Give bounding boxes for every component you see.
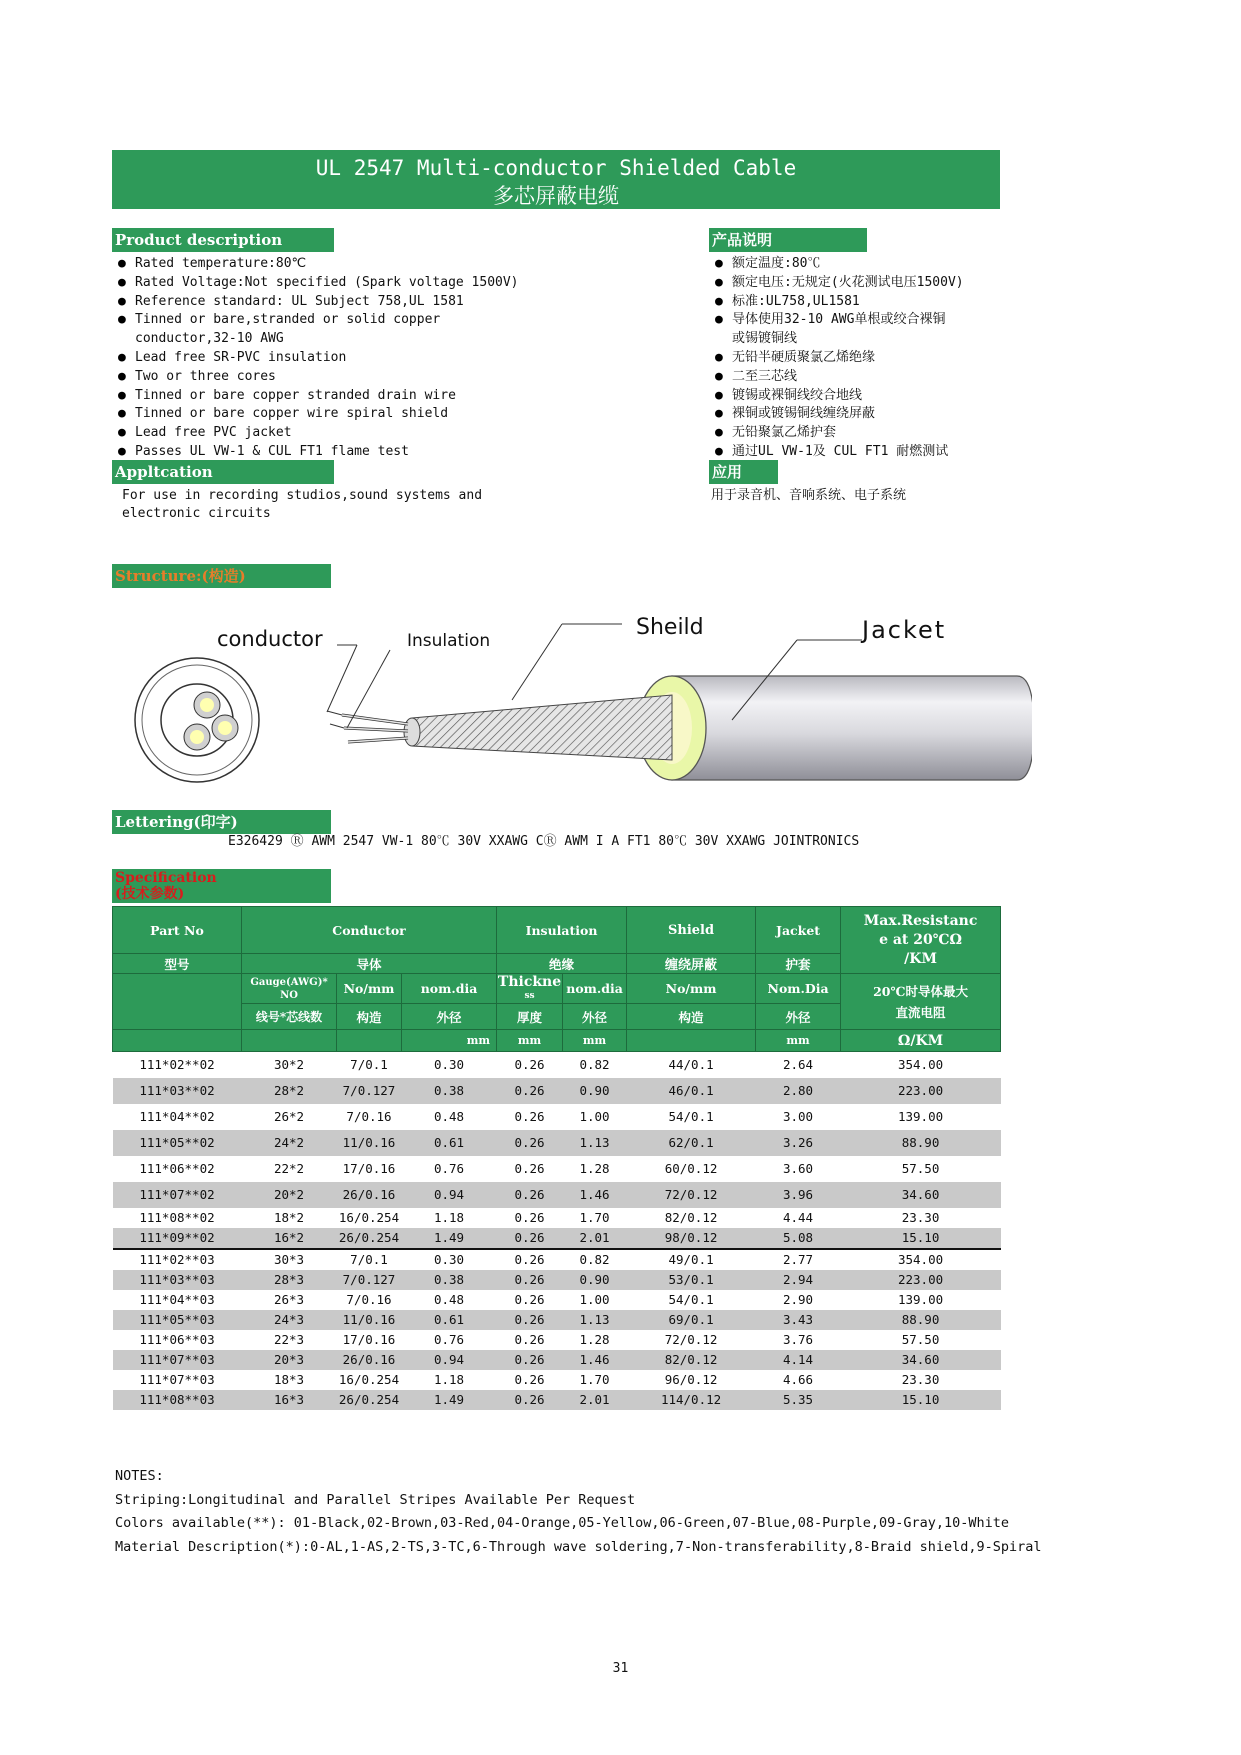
desc-item: ● Rated Voltage:Not specified (Spark voltage 1500V)	[114, 274, 519, 293]
title-en: UL 2547 Multi-conductor Shielded Cable	[315, 156, 797, 180]
cell-insulation-thickness: 0.26	[497, 1310, 563, 1330]
header-nom-dia-cn: 外径	[402, 1004, 497, 1030]
cell-conductor-no-mm: 17/0.16	[342, 1161, 396, 1176]
header-resistance-cn-line: 20℃时导体最大	[873, 983, 968, 999]
cell-part-no: 111*04**03	[139, 1292, 215, 1307]
cell-jacket-nom-dia: 3.26	[756, 1130, 841, 1156]
structure-heading: Structure:(构造)	[112, 564, 331, 588]
cell-insulation-nom-dia: 1.00	[579, 1292, 610, 1307]
desc-cn-item: ● 标准:UL758,UL1581	[711, 293, 964, 312]
cell-max-resistance: 223.00	[841, 1078, 1001, 1104]
desc-cn-item: ● 额定温度:80℃	[711, 255, 964, 274]
cell-max-resistance: 23.30	[901, 1210, 940, 1225]
desc-item: ● Lead free PVC jacket	[114, 424, 519, 443]
cell-conductor-no-mm: 16/0.254	[338, 1210, 400, 1225]
header-ins-nom-dia-cn: 外径	[563, 1004, 627, 1030]
cell-conductor-nom-dia: 1.49	[402, 1228, 497, 1249]
header-no-mm-cn: 构造	[337, 1004, 402, 1030]
cell-insulation-thickness: 0.26	[497, 1078, 563, 1104]
cell-shield-no-mm: 54/0.1	[668, 1292, 714, 1307]
cell-shield-no-mm: 98/0.12	[627, 1228, 756, 1249]
cell-conductor-nom-dia: 0.61	[402, 1310, 497, 1330]
desc-cn-item: ● 额定电压:无规定(火花测试电压1500V)	[711, 274, 964, 293]
cell-jacket-nom-dia: 2.94	[756, 1270, 841, 1290]
cell-gauge: 16*2	[242, 1228, 337, 1249]
cell-max-resistance: 57.50	[901, 1332, 940, 1347]
table-row	[113, 1370, 1001, 1390]
header-no-mm: No/mm	[337, 974, 402, 1004]
cell-part-no: 111*07**02	[113, 1182, 242, 1208]
cell-conductor-no-mm: 7/0.16	[346, 1292, 392, 1307]
desc-cn-item: ● 镀锡或裸铜线绞合地线	[711, 387, 964, 406]
table-row	[113, 1104, 1001, 1130]
header-resistance-cn	[841, 974, 1001, 1030]
cell-insulation-nom-dia: 1.13	[563, 1310, 627, 1330]
header-gauge-line: NO	[280, 989, 298, 1001]
product-description-cn-list	[711, 255, 964, 462]
title-cn: 多芯屏蔽电缆	[493, 184, 619, 208]
cell-shield-no-mm: 62/0.1	[627, 1130, 756, 1156]
header-unit-mm: mm	[563, 1030, 627, 1052]
cell-gauge: 22*2	[273, 1161, 305, 1176]
cell-part-no: 111*08**02	[139, 1210, 215, 1225]
cell-shield-no-mm: 46/0.1	[627, 1078, 756, 1104]
header-jacket: Jacket	[756, 907, 841, 954]
cell-jacket-nom-dia: 3.00	[782, 1109, 814, 1124]
table-row	[113, 1052, 1001, 1078]
cell-insulation-nom-dia: 1.13	[563, 1130, 627, 1156]
cell-part-no: 111*03**03	[113, 1270, 242, 1290]
cell-gauge: 22*3	[273, 1332, 305, 1347]
cell-max-resistance: 223.00	[841, 1270, 1001, 1290]
cell-conductor-no-mm: 17/0.16	[342, 1332, 396, 1347]
application-cn-heading: 应用	[709, 460, 778, 484]
cell-gauge: 18*2	[273, 1210, 305, 1225]
cell-jacket-nom-dia: 5.35	[756, 1390, 841, 1410]
desc-cn-item: ● 二至三芯线	[711, 368, 964, 387]
application-line: For use in recording studios,sound systems and	[122, 488, 483, 503]
cell-insulation-nom-dia: 1.70	[579, 1210, 610, 1225]
cell-conductor-nom-dia: 0.94	[402, 1350, 497, 1370]
cell-gauge: 26*2	[273, 1109, 305, 1124]
desc-item: ● Passes UL VW-1 & CUL FT1 flame test	[114, 443, 519, 462]
cable-structure-diagram	[112, 600, 1032, 815]
cell-gauge: 16*3	[242, 1390, 337, 1410]
table-row	[113, 1182, 1001, 1208]
cable-side-view	[327, 676, 1032, 780]
cell-conductor-no-mm: 11/0.16	[337, 1130, 402, 1156]
header-shield-no-mm: No/mm	[627, 974, 756, 1004]
cell-insulation-thickness: 0.26	[497, 1249, 563, 1270]
table-row	[113, 1310, 1001, 1330]
cell-insulation-nom-dia: 0.90	[563, 1078, 627, 1104]
cell-insulation-nom-dia: 1.46	[563, 1350, 627, 1370]
conductor-label: conductor	[217, 627, 323, 651]
header-shield: Shield	[627, 907, 756, 954]
cell-insulation-thickness: 0.26	[497, 1182, 563, 1208]
table-row	[113, 1249, 1001, 1270]
cell-part-no: 111*05**03	[113, 1310, 242, 1330]
cell-jacket-nom-dia: 3.96	[756, 1182, 841, 1208]
shield-leader	[512, 624, 562, 700]
header-insulation-cn: 绝缘	[497, 954, 627, 974]
table-row	[113, 1228, 1001, 1249]
cell-insulation-thickness: 0.26	[514, 1057, 545, 1073]
cell-conductor-nom-dia: 1.18	[433, 1372, 465, 1387]
header-thickness-line: Thickne	[497, 973, 562, 990]
cell-shield-no-mm: 60/0.12	[664, 1161, 718, 1176]
desc-item: ● Rated temperature:80℃	[114, 255, 519, 274]
cell-max-resistance: 354.00	[841, 1249, 1001, 1270]
cell-jacket-nom-dia: 4.14	[756, 1350, 841, 1370]
header-nom-dia: nom.dia	[402, 974, 497, 1004]
notes-colors: Colors available(**): 01-Black,02-Brown,03-Red,04-Orange,05-Yellow,06-Green,07-Blue,08-Purple,09-Gray,10-White	[115, 1515, 1010, 1531]
table-row	[113, 1208, 1001, 1228]
application-text	[122, 487, 482, 523]
cell-max-resistance: 88.90	[841, 1130, 1001, 1156]
cell-conductor-nom-dia: 1.49	[402, 1390, 497, 1410]
cell-conductor-no-mm: 16/0.254	[338, 1372, 400, 1387]
cell-shield-no-mm: 72/0.12	[627, 1182, 756, 1208]
specification-heading-cn: (技术参数)	[115, 886, 185, 902]
cell-part-no: 111*09**02	[113, 1228, 242, 1249]
cell-shield-no-mm: 54/0.1	[668, 1109, 714, 1124]
cell-conductor-nom-dia: 0.30	[402, 1249, 497, 1270]
desc-cn-item: ● 通过UL VW-1及 CUL FT1 耐燃测试	[711, 443, 964, 462]
notes-heading: NOTES:	[115, 1468, 164, 1484]
cell-gauge: 26*3	[273, 1292, 305, 1307]
cell-conductor-nom-dia: 0.76	[433, 1161, 465, 1176]
cell-max-resistance: 34.60	[841, 1350, 1001, 1370]
header-unit-blank	[337, 1030, 402, 1052]
cell-part-no: 111*06**03	[139, 1332, 215, 1347]
cell-shield-no-mm: 114/0.12	[627, 1390, 756, 1410]
header-resistance-cn-line: 直流电阻	[895, 1004, 946, 1020]
desc-item: ● Tinned or bare copper wire spiral shield	[114, 405, 519, 424]
cell-jacket-nom-dia: 3.76	[782, 1332, 814, 1347]
cell-jacket-nom-dia: 3.60	[782, 1161, 814, 1176]
cell-insulation-thickness: 0.26	[514, 1161, 545, 1176]
header-max-resistance	[841, 907, 1001, 974]
cell-part-no: 111*07**03	[139, 1372, 215, 1387]
cell-conductor-no-mm: 26/0.16	[337, 1182, 402, 1208]
cell-shield-no-mm: 82/0.12	[664, 1210, 718, 1225]
cell-gauge: 28*3	[242, 1270, 337, 1290]
cell-part-no: 111*02**02	[139, 1057, 215, 1073]
header-ins-nom-dia: nom.dia	[563, 974, 627, 1004]
table-row	[113, 1290, 1001, 1310]
cell-max-resistance: 57.50	[901, 1161, 940, 1176]
cell-conductor-nom-dia: 0.38	[402, 1270, 497, 1290]
cell-insulation-nom-dia: 2.01	[563, 1390, 627, 1410]
cell-insulation-thickness: 0.26	[514, 1292, 545, 1307]
header-unit-blank	[242, 1030, 337, 1052]
cell-shield-no-mm: 72/0.12	[664, 1332, 718, 1347]
desc-cn-item: ● 裸铜或镀锡铜线缠绕屏蔽	[711, 405, 964, 424]
notes-material: Material Description(*):0-AL,1-AS,2-TS,3-TC,6-Through wave soldering,7-Non-transferability,8-Braid shield,9-Spiral	[115, 1538, 1042, 1555]
cell-conductor-nom-dia: 0.48	[433, 1109, 465, 1124]
table-row	[113, 1078, 1001, 1104]
insulation-leader	[347, 650, 390, 728]
cell-jacket-nom-dia: 2.77	[756, 1249, 841, 1270]
notes-striping: Striping:Longitudinal and Parallel Stripes Available Per Request	[115, 1491, 636, 1508]
cell-conductor-no-mm: 7/0.16	[346, 1109, 392, 1124]
header-part-no-cn: 型号	[113, 954, 242, 974]
product-description-list	[114, 255, 519, 462]
cell-max-resistance: 354.00	[897, 1057, 944, 1073]
specification-heading-en: Specification	[115, 870, 217, 886]
header-gauge-line: Gauge(AWG)*	[250, 976, 328, 988]
specification-table	[112, 906, 1001, 1410]
table-row	[113, 1130, 1001, 1156]
table-row	[113, 1330, 1001, 1350]
desc-cn-item: ● 导体使用32-10 AWG单根或绞合裸铜	[711, 311, 964, 330]
cell-insulation-nom-dia: 1.46	[563, 1182, 627, 1208]
desc-cn-item: ● 无铅聚氯乙烯护套	[711, 424, 964, 443]
cell-insulation-nom-dia: 1.00	[579, 1109, 610, 1124]
cell-jacket-nom-dia: 2.90	[782, 1292, 814, 1307]
cell-shield-no-mm: 44/0.1	[668, 1057, 714, 1073]
cell-insulation-thickness: 0.26	[514, 1372, 545, 1387]
cell-insulation-nom-dia: 2.01	[563, 1228, 627, 1249]
cell-conductor-nom-dia: 0.61	[402, 1130, 497, 1156]
cell-shield-no-mm: 53/0.1	[627, 1270, 756, 1290]
product-description-cn-heading: 产品说明	[709, 228, 867, 252]
cell-part-no: 111*02**03	[113, 1249, 242, 1270]
lettering-text: E326429 Ⓡ AWM 2547 VW-1 80℃ 30V XXAWG CⓇ AWM I A FT1 80℃ 30V XXAWG JOINTRONICS	[228, 834, 860, 849]
cell-conductor-nom-dia: 0.76	[433, 1332, 465, 1347]
product-description-heading: Product description	[112, 228, 334, 252]
jacket-label: Jacket	[862, 616, 947, 644]
table-row	[113, 1350, 1001, 1370]
cell-insulation-nom-dia: 1.28	[579, 1161, 610, 1176]
cell-insulation-thickness: 0.26	[497, 1130, 563, 1156]
cell-conductor-no-mm: 7/0.127	[337, 1078, 402, 1104]
cell-conductor-no-mm: 26/0.254	[337, 1390, 402, 1410]
cell-conductor-no-mm: 11/0.16	[337, 1310, 402, 1330]
cell-max-resistance: 88.90	[841, 1310, 1001, 1330]
cell-insulation-thickness: 0.26	[514, 1109, 545, 1124]
cell-conductor-nom-dia: 1.18	[433, 1210, 465, 1225]
desc-item-continuation: conductor,32-10 AWG	[135, 331, 284, 347]
cell-jacket-nom-dia: 2.80	[756, 1078, 841, 1104]
header-blank	[113, 974, 242, 1030]
cell-jacket-nom-dia: 3.43	[756, 1310, 841, 1330]
table-header	[113, 907, 1001, 1052]
cell-insulation-thickness: 0.26	[497, 1228, 563, 1249]
cell-insulation-thickness: 0.26	[497, 1270, 563, 1290]
cell-part-no: 111*05**02	[113, 1130, 242, 1156]
header-max-res-line: Max.Resistanc	[863, 912, 978, 929]
header-jacket-nom-dia: Nom.Dia	[756, 974, 841, 1004]
shield-label: Sheild	[636, 615, 704, 640]
header-jacket-nom-dia-cn: 外径	[756, 1004, 841, 1030]
header-insulation: Insulation	[497, 907, 627, 954]
cell-max-resistance: 15.10	[841, 1390, 1001, 1410]
header-max-res-line: e at 20℃Ω	[879, 931, 962, 948]
cell-conductor-nom-dia: 0.94	[402, 1182, 497, 1208]
header-unit-ohm-km: Ω/KM	[841, 1030, 1001, 1052]
application-cn-text: 用于录音机、音响系统、电子系统	[711, 488, 907, 503]
cell-jacket-nom-dia: 5.08	[756, 1228, 841, 1249]
application-line: electronic circuits	[122, 506, 271, 521]
cell-jacket-nom-dia: 2.64	[782, 1057, 814, 1073]
header-unit-blank	[113, 1030, 242, 1052]
cell-max-resistance: 23.30	[901, 1372, 940, 1387]
cell-gauge: 20*3	[242, 1350, 337, 1370]
cell-shield-no-mm: 82/0.12	[627, 1350, 756, 1370]
cell-max-resistance: 139.00	[897, 1292, 944, 1307]
specification-heading	[112, 869, 331, 903]
lettering-heading: Lettering(印字)	[112, 810, 331, 834]
cell-insulation-nom-dia: 0.90	[563, 1270, 627, 1290]
cell-part-no: 111*03**02	[113, 1078, 242, 1104]
cell-conductor-no-mm: 7/0.1	[350, 1057, 388, 1073]
cell-insulation-nom-dia: 1.28	[579, 1332, 610, 1347]
header-part-no: Part No	[113, 907, 242, 954]
header-max-res-line: /KM	[904, 950, 937, 967]
cell-shield-no-mm: 69/0.1	[627, 1310, 756, 1330]
cell-conductor-no-mm: 7/0.127	[337, 1270, 402, 1290]
cell-part-no: 111*06**02	[139, 1161, 215, 1176]
desc-item: ● Two or three cores	[114, 368, 519, 387]
header-shield-no-mm-cn: 构造	[627, 1004, 756, 1030]
cell-max-resistance: 15.10	[841, 1228, 1001, 1249]
cell-jacket-nom-dia: 4.44	[782, 1210, 814, 1225]
cell-conductor-no-mm: 7/0.1	[337, 1249, 402, 1270]
cell-gauge: 18*3	[273, 1372, 305, 1387]
desc-item: ● Lead free SR-PVC insulation	[114, 349, 519, 368]
cell-part-no: 111*04**02	[139, 1109, 215, 1124]
cell-gauge: 30*2	[273, 1057, 305, 1073]
cell-insulation-thickness: 0.26	[497, 1350, 563, 1370]
desc-item: ● Tinned or bare copper stranded drain wire	[114, 387, 519, 406]
cell-max-resistance: 34.60	[841, 1182, 1001, 1208]
header-thickness-line: ss	[524, 990, 535, 1001]
header-unit-blank	[627, 1030, 756, 1052]
cell-insulation-thickness: 0.26	[514, 1332, 545, 1347]
application-heading: Appltcation	[112, 460, 334, 484]
cell-insulation-thickness: 0.26	[497, 1390, 563, 1410]
cell-conductor-nom-dia: 0.48	[433, 1292, 465, 1307]
header-unit-mm: mm	[402, 1030, 497, 1052]
desc-cn-item-continuation: 或锡镀铜线	[732, 331, 798, 347]
cross-section	[135, 658, 259, 782]
page-number: 31	[612, 1661, 629, 1676]
cell-conductor-nom-dia: 0.38	[402, 1078, 497, 1104]
title-bar	[112, 150, 1000, 209]
cell-shield-no-mm: 49/0.1	[627, 1249, 756, 1270]
cell-gauge: 28*2	[242, 1078, 337, 1104]
table-row	[113, 1156, 1001, 1182]
cell-insulation-nom-dia: 1.70	[579, 1372, 610, 1387]
header-conductor: Conductor	[242, 907, 497, 954]
cell-jacket-nom-dia: 4.66	[782, 1372, 814, 1387]
cell-gauge: 20*2	[242, 1182, 337, 1208]
cell-max-resistance: 139.00	[897, 1109, 944, 1124]
cell-insulation-thickness: 0.26	[514, 1210, 545, 1225]
cell-gauge: 24*3	[242, 1310, 337, 1330]
cell-insulation-nom-dia: 0.82	[563, 1249, 627, 1270]
desc-cn-item: ● 无铅半硬质聚氯乙烯绝缘	[711, 349, 964, 368]
table-row	[113, 1270, 1001, 1290]
cell-conductor-nom-dia: 0.30	[433, 1057, 465, 1073]
desc-item: ● Tinned or bare,stranded or solid copper	[114, 311, 519, 330]
table-row	[113, 1390, 1001, 1410]
cell-gauge: 24*2	[242, 1130, 337, 1156]
cell-part-no: 111*08**03	[113, 1390, 242, 1410]
header-shield-cn: 缠绕屏蔽	[627, 954, 756, 974]
header-jacket-cn: 护套	[756, 954, 841, 974]
header-thickness	[497, 974, 563, 1004]
header-conductor-cn: 导体	[242, 954, 497, 974]
insulation-label: Insulation	[407, 631, 491, 651]
header-unit-mm: mm	[497, 1030, 563, 1052]
header-gauge-cn: 线号*芯线数	[242, 1004, 337, 1030]
cell-gauge: 30*3	[242, 1249, 337, 1270]
header-gauge	[242, 974, 337, 1004]
header-thickness-cn: 厚度	[497, 1004, 563, 1030]
notes	[115, 1465, 1042, 1559]
cell-conductor-no-mm: 26/0.254	[337, 1228, 402, 1249]
cell-conductor-no-mm: 26/0.16	[337, 1350, 402, 1370]
cell-part-no: 111*07**03	[113, 1350, 242, 1370]
table-body	[113, 1052, 1001, 1410]
desc-item: ● Reference standard: UL Subject 758,UL 1581	[114, 293, 519, 312]
header-unit-mm: mm	[756, 1030, 841, 1052]
cell-shield-no-mm: 96/0.12	[664, 1372, 718, 1387]
conductor-leader	[327, 645, 357, 712]
cell-insulation-nom-dia: 0.82	[579, 1057, 610, 1073]
